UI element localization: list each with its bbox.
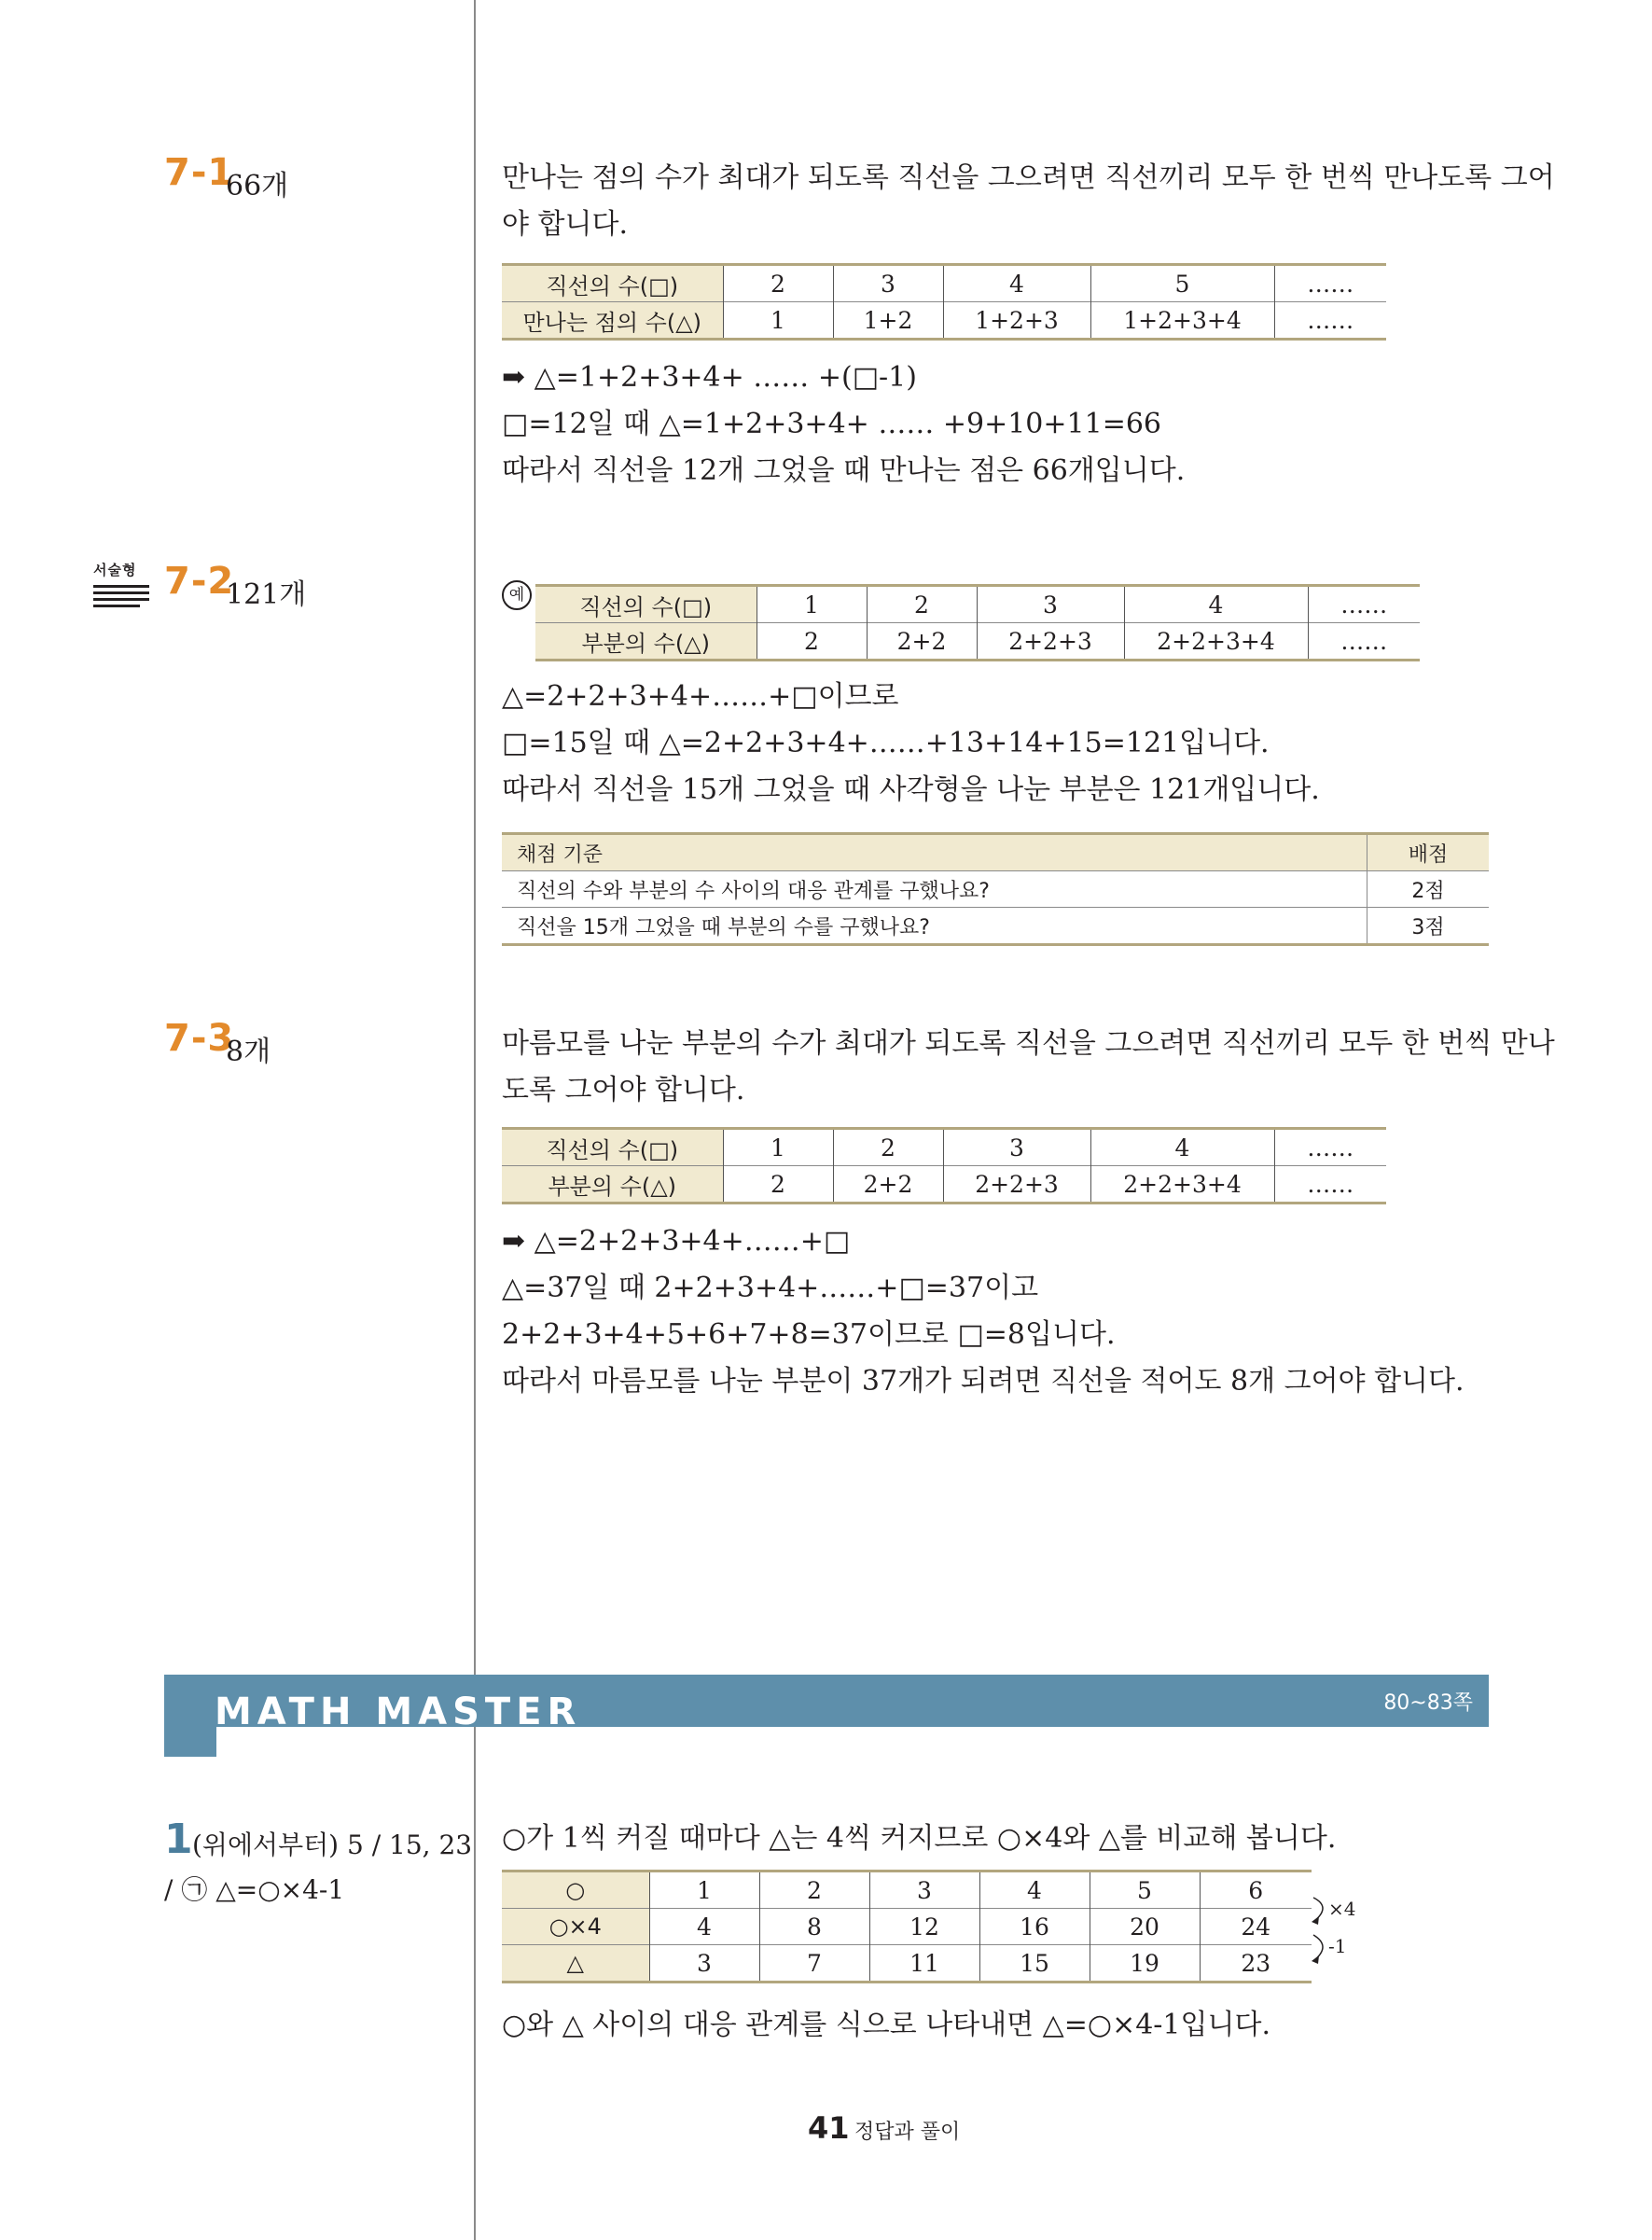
table-cell: 2+2+3 xyxy=(943,1166,1090,1203)
table-cell: 3 xyxy=(943,1129,1090,1166)
table-cell: 23 xyxy=(1200,1945,1312,1983)
table-cell: 2 xyxy=(757,623,867,661)
table-cell: …… xyxy=(1308,623,1420,661)
problem-number-7-3: 7-3 xyxy=(164,1017,235,1060)
header-cell: 직선의 수(□) xyxy=(535,586,757,623)
example-mark: 예 xyxy=(502,580,532,610)
correspondence-table-1 xyxy=(502,1870,1312,1983)
table-cell: 4 xyxy=(943,265,1090,302)
table-cell: 12 xyxy=(869,1909,979,1945)
table-cell: 8 xyxy=(759,1909,869,1945)
text-line: ➡ △=2+2+3+4+……+□ xyxy=(502,1225,851,1258)
problem-number-7-1: 7-1 xyxy=(164,151,235,194)
header-cell: 직선의 수(□) xyxy=(502,1129,723,1166)
correspondence-table-7-3 xyxy=(502,1127,1386,1204)
header-cell: ○×4 xyxy=(502,1909,649,1945)
text-line: 2+2+3+4+5+6+7+8=37이므로 □=8입니다. xyxy=(502,1318,1116,1351)
table-cell: 2+2+3+4 xyxy=(1124,623,1308,661)
table-cell: 5 xyxy=(1090,1871,1200,1909)
table-cell: …… xyxy=(1274,265,1386,302)
scoring-header-points: 배점 xyxy=(1367,834,1490,871)
answer-1-line1: (위에서부터) 5 / 15, 23 xyxy=(192,1830,473,1860)
text-line: △=2+2+3+4+……+□이므로 xyxy=(502,680,899,713)
section-title: MATH MASTER xyxy=(215,1690,582,1733)
table-cell: 2+2+3+4 xyxy=(1090,1166,1274,1203)
table-cell: 4 xyxy=(649,1909,759,1945)
header-cell: 직선의 수(□) xyxy=(502,265,723,302)
table-cell: …… xyxy=(1308,586,1420,623)
table-cell: 1 xyxy=(649,1871,759,1909)
table-cell: 15 xyxy=(979,1945,1090,1983)
table-cell: 2+2 xyxy=(833,1166,943,1203)
table-cell: 2 xyxy=(723,265,833,302)
relation-arrows xyxy=(1312,1875,1349,1978)
answer-7-1: 66개 xyxy=(226,170,289,202)
correspondence-table-7-2 xyxy=(535,584,1420,661)
table-cell: 2 xyxy=(759,1871,869,1909)
solution-7-2 xyxy=(502,674,1320,814)
section-bar-tab xyxy=(164,1675,216,1757)
header-cell: 만나는 점의 수(△) xyxy=(502,302,723,340)
column-divider xyxy=(474,0,476,2240)
table-cell: 11 xyxy=(869,1945,979,1983)
table-cell: 1+2 xyxy=(833,302,943,340)
solution-7-1 xyxy=(502,355,1185,494)
descriptive-badge xyxy=(93,560,149,607)
scoring-table xyxy=(502,832,1489,946)
table-cell: 2 xyxy=(867,586,977,623)
scoring-header-criteria: 채점 기준 xyxy=(502,834,1367,871)
answer-7-2: 121개 xyxy=(226,578,307,611)
text-line: 야 합니다. xyxy=(502,208,628,241)
table-cell: 5 xyxy=(1090,265,1274,302)
scoring-criterion: 직선의 수와 부분의 수 사이의 대응 관계를 구했나요? xyxy=(502,871,1367,908)
table-cell: 4 xyxy=(1124,586,1308,623)
conclusion-1: ○와 △ 사이의 대응 관계를 식으로 나타내면 △=○×4-1입니다. xyxy=(502,2009,1270,2041)
header-cell: 부분의 수(△) xyxy=(535,623,757,661)
table-cell: 20 xyxy=(1090,1909,1200,1945)
table-cell: 1 xyxy=(723,1129,833,1166)
table-cell: 1 xyxy=(723,302,833,340)
table-cell: …… xyxy=(1274,302,1386,340)
table-cell: 3 xyxy=(869,1871,979,1909)
text-line: □=15일 때 △=2+2+3+4+……+13+14+15=121입니다. xyxy=(502,727,1270,759)
table-cell: 4 xyxy=(1090,1129,1274,1166)
answer-7-3: 8개 xyxy=(226,1036,271,1068)
table-cell: 19 xyxy=(1090,1945,1200,1983)
text-line: ➡ △=1+2+3+4+ …… +(□-1) xyxy=(502,361,917,394)
intro-1: ○가 1씩 커질 때마다 △는 4씩 커지므로 ○×4와 △를 비교해 봅니다. xyxy=(502,1822,1337,1855)
header-cell: 부분의 수(△) xyxy=(502,1166,723,1203)
table-cell: 1+2+3 xyxy=(943,302,1090,340)
table-cell: 24 xyxy=(1200,1909,1312,1945)
correspondence-table-7-1 xyxy=(502,263,1386,341)
table-cell: 4 xyxy=(979,1871,1090,1909)
table-cell: 16 xyxy=(979,1909,1090,1945)
scoring-points: 2점 xyxy=(1367,871,1490,908)
header-cell: ○ xyxy=(502,1871,649,1909)
scoring-criterion: 직선을 15개 그었을 때 부분의 수를 구했나요? xyxy=(502,908,1367,945)
table-cell: 2 xyxy=(723,1166,833,1203)
table-cell: …… xyxy=(1274,1129,1386,1166)
badge-line xyxy=(93,598,149,601)
table-cell: 3 xyxy=(833,265,943,302)
text-line: △=37일 때 2+2+3+4+……+□=37이고 xyxy=(502,1272,1039,1304)
solution-7-3 xyxy=(502,1218,1465,1405)
minus-one-label: -1 xyxy=(1328,1935,1347,1957)
table-cell: …… xyxy=(1274,1166,1386,1203)
arrow-head xyxy=(1312,1955,1319,1964)
table-cell: 3 xyxy=(649,1945,759,1983)
table-cell: 1 xyxy=(757,586,867,623)
page-number: 41 xyxy=(808,2110,850,2146)
explanation-7-3 xyxy=(502,1021,1555,1114)
text-line: 만나는 점의 수가 최대가 되도록 직선을 그으려면 직선끼리 모두 한 번씩 만나도록 그어 xyxy=(502,161,1555,194)
text-line: 따라서 직선을 15개 그었을 때 사각형을 나눈 부분은 121개입니다. xyxy=(502,773,1320,806)
text-line: 마름모를 나눈 부분의 수가 최대가 되도록 직선을 그으려면 직선끼리 모두 한 번씩 만나 xyxy=(502,1027,1555,1060)
header-cell: △ xyxy=(502,1945,649,1983)
table-cell: 7 xyxy=(759,1945,869,1983)
problem-number-1: 1 xyxy=(164,1816,194,1863)
table-cell: 6 xyxy=(1200,1871,1312,1909)
table-cell: 3 xyxy=(977,586,1124,623)
arrow-head xyxy=(1312,1916,1319,1925)
badge-line xyxy=(93,605,140,607)
table-cell: 2 xyxy=(833,1129,943,1166)
badge-label: 서술형 xyxy=(93,562,137,578)
table-cell: 1+2+3+4 xyxy=(1090,302,1274,340)
badge-line xyxy=(93,585,149,588)
badge-line xyxy=(93,591,149,594)
footer-label: 정답과 풀이 xyxy=(854,2121,961,2144)
table-cell: 2+2+3 xyxy=(977,623,1124,661)
scoring-points: 3점 xyxy=(1367,908,1490,945)
explanation-7-1 xyxy=(502,155,1555,248)
text-line: □=12일 때 △=1+2+3+4+ …… +9+10+11=66 xyxy=(502,408,1162,440)
problem-number-7-2: 7-2 xyxy=(164,560,235,603)
text-line: 따라서 직선을 12개 그었을 때 만나는 점은 66개입니다. xyxy=(502,454,1186,487)
table-cell: 2+2 xyxy=(867,623,977,661)
text-line: 도록 그어야 합니다. xyxy=(502,1074,745,1106)
answer-1-line2: / ㉠ △=○×4-1 xyxy=(164,1874,345,1905)
section-pages: 80~83쪽 xyxy=(1383,1691,1473,1715)
text-line: 따라서 마름모를 나눈 부분이 37개가 되려면 직선을 적어도 8개 그어야 합니다. xyxy=(502,1365,1465,1398)
times-four-label: ×4 xyxy=(1328,1898,1356,1920)
